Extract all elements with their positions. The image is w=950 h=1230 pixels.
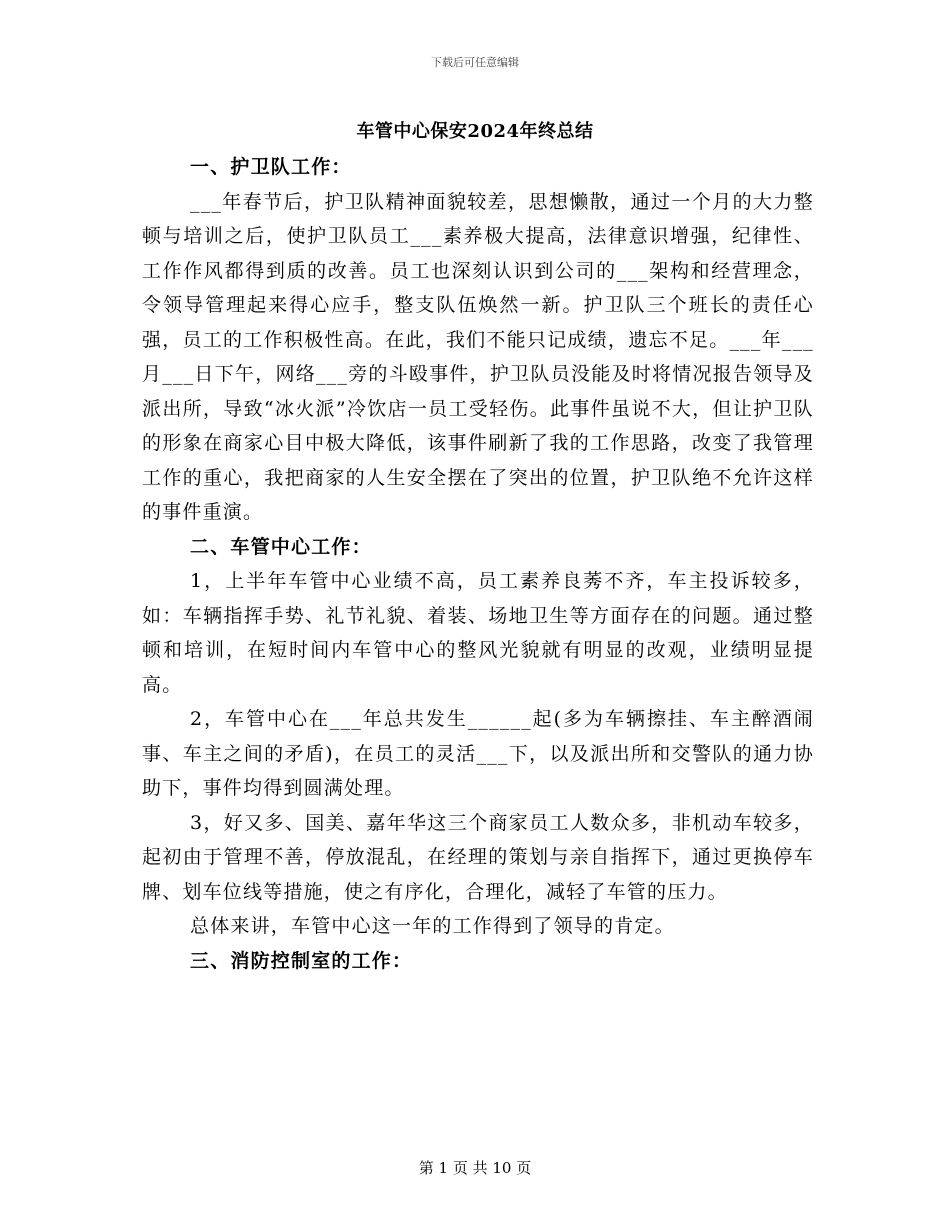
section-heading: 三、消防控制室的工作： — [190, 949, 413, 972]
document-title: 车管中心保安2024年终总结 — [356, 121, 594, 142]
paragraph: 2，车管中心在___年总共发生______起(多为车辆擦挂、车主醉酒闹事、车主之间的矛盾)，在员工的灵活___下，以及派出所和交警队的通力协助下，事件均得到圆满处理。 — [142, 708, 814, 799]
section-heading: 一、护卫队工作： — [190, 156, 352, 178]
section-3 — [142, 944, 814, 979]
document-body — [142, 150, 814, 978]
paragraph: 3，好又多、国美、嘉年华这三个商家员工人数众多，非机动车较多，起初由于管理不善，停放混乱，在经理的策划与亲自指挥下，通过更换停车牌、划车位线等措施，使之有序化，合理化，减轻了车管的压力。 — [142, 811, 814, 903]
section-2 — [142, 530, 814, 944]
paragraph: ___年春节后，护卫队精神面貌较差，思想懒散，通过一个月的大力整顿与培训之后，使护卫队员工___素养极大提高，法律意识增强，纪律性、工作作风都得到质的改善。员工也深刻认识到公司的___架构和经营理念，令领导管理起来得心应手，整支队伍焕然一新。护卫队三个班长的责任心强，员工的工作积极性高。在此，我们不能只记成绩，遗忘不足。___年___月___日下午，网络___旁的斗殴事件，护卫队员没能及时将情况报告领导及派出所，导致“冰火派”冷饮店一员工受轻伤。此事件虽说不大，但让护卫队的形象在商家心目中极大降低，该事件刷新了我的工作思路，改变了我管理工作的重心，我把商家的人生安全摆在了突出的位置，护卫队绝不允许这样的事件重演。 — [142, 190, 814, 523]
section-heading: 二、车管中心工作： — [190, 535, 372, 558]
paragraph: 1，上半年车管中心业绩不高，员工素养良莠不齐，车主投诉较多，如：车辆指挥手势、礼节礼貌、着装、场地卫生等方面存在的问题。通过整顿和培训，在短时间内车管中心的整风光貌就有明显的改观，业绩明显提高。 — [142, 570, 814, 696]
paragraph: 总体来讲，车管中心这一年的工作得到了领导的肯定。 — [190, 915, 675, 937]
header-note: 下载后可任意编辑 — [431, 56, 519, 69]
section-1 — [142, 150, 814, 530]
page-number-footer: 第 1 页 共 10 页 — [418, 1159, 532, 1177]
